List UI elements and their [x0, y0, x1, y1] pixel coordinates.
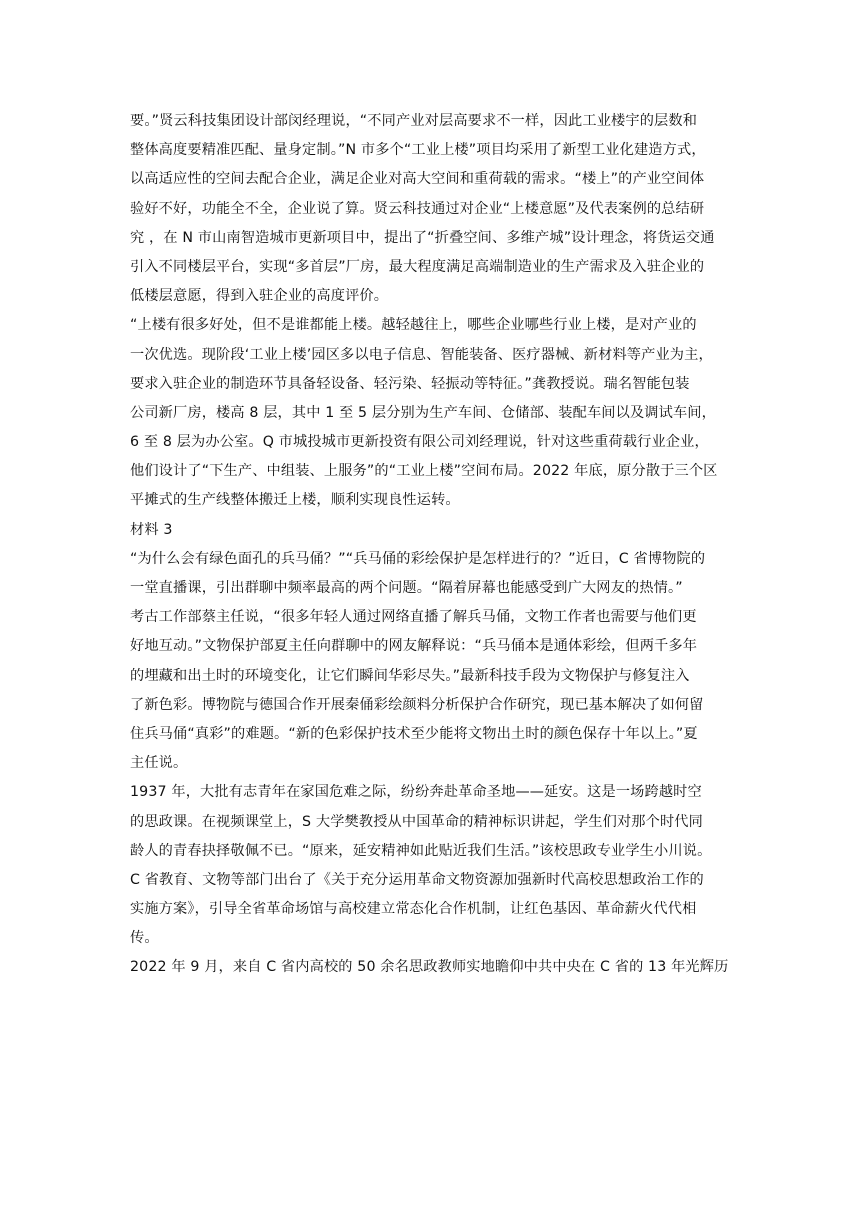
- text-line: 他们设计了“下生产、中组装、上服务”的“工业上楼”空间布局。2022 年底，原分散于三个区: [130, 463, 718, 480]
- text-line: 引入不同楼层平台，实现“多首层”厂房，最大程度满足高端制造业的生产需求及入驻企业的: [130, 258, 705, 275]
- text-line: 2022 年 9 月，来自 C 省内高校的 50 余名思政教师实地瞻仰中共中央在 C 省的 13 年光辉历: [130, 959, 729, 976]
- text-line: 1937 年，大批有志青年在家国危难之际，纷纷奔赴革命圣地——延安。这是一场跨越时空: [130, 784, 702, 801]
- section-heading: 材料 3: [130, 521, 173, 538]
- text-line: 考古工作部蔡主任说，“很多年轻人通过网络直播了解兵马俑，文物工作者也需要与他们更: [130, 609, 697, 626]
- text-line: 要。”贤云科技集团设计部闵经理说，“不同产业对层高要求不一样，因此工业楼宇的层数和: [130, 113, 698, 129]
- document-body: [130, 107, 780, 983]
- text-line: 6 至 8 层为办公室。Q 市城投城市更新投资有限公司刘经理说，针对这些重荷载行业企业，: [130, 434, 709, 451]
- text-line: 验好不好，功能全不全，企业说了算。贤云科技通过对企业“上楼意愿”及代表案例的总结研: [130, 200, 705, 217]
- text-line: 的思政课。在视频课堂上，S 大学樊教授从中国革命的精神标识讲起，学生们对那个时代同: [130, 813, 703, 830]
- text-line: 究 ，在 N 市山南智造城市更新项目中，提出了“折叠空间、多维产城”设计理念，将货运交通: [130, 229, 715, 246]
- text-line: 好地互动。”文物保护部夏主任向群聊中的网友解释说：“兵马俑本是通体彩绘，但两千多年: [130, 638, 698, 655]
- text-line: 龄人的青春抉择敬佩不已。“原来，延安精神如此贴近我们生活。”该校思政专业学生小川说。: [130, 842, 712, 859]
- text-line: 的埋藏和出土时的环境变化，让它们瞬间华彩尽失。”最新科技手段为文物保护与修复注入: [130, 667, 690, 684]
- text-line: 一次优选。现阶段‘工业上楼’园区多以电子信息、智能装备、医疗器械、新材料等产业为主，: [130, 346, 713, 363]
- text-line: 一堂直播课，引出群聊中频率最高的两个问题。“隔着屏幕也能感受到广大网友的热情。”: [130, 580, 683, 596]
- text-line: 低楼层意愿，得到入驻企业的高度评价。: [130, 288, 389, 305]
- text-line: 要求入驻企业的制造环节具备轻设备、轻污染、轻振动等特征。”龚教授说。瑞名智能包装: [130, 375, 690, 392]
- text-line: 住兵马俑“真彩”的难题。“新的色彩保护技术至少能将文物出土时的颜色保存十年以上。”夏: [130, 725, 698, 742]
- text-line: 以高适应性的空间去配合企业，满足企业对高大空间和重荷载的需求。“楼上”的产业空间体: [130, 171, 705, 188]
- text-line: 公司新厂房，楼高 8 层，其中 1 至 5 层分别为生产车间、仓储部、装配车间以及调试车间，: [130, 404, 716, 421]
- text-line: 平摊式的生产线整体搬迁上楼，顺利实现良性运转。: [130, 492, 460, 509]
- text-line: “上楼有很多好处，但不是谁都能上楼。越轻越往上，哪些企业哪些行业上楼，是对产业的: [130, 317, 697, 334]
- text-line: 实施方案》，引导全省革命场馆与高校建立常态化合作机制，让红色基因、革命薪火代代相: [130, 901, 697, 918]
- text-line: 了新色彩。博物院与德国合作开展秦俑彩绘颜料分析保护合作研究，现已基本解决了如何留: [130, 696, 704, 713]
- text-line: “为什么会有绿色面孔的兵马俑？”“兵马俑的彩绘保护是怎样进行的？”近日，C 省博物院的: [130, 550, 706, 567]
- text-line: C 省教育、文物等部门出台了《关于充分运用革命文物资源加强新时代高校思想政治工作的: [130, 871, 704, 888]
- text-line: 传。: [130, 930, 159, 947]
- text-line: 整体高度要精准匹配、量身定制。”N 市多个“工业上楼”项目均采用了新型工业化建造方式，: [130, 142, 706, 159]
- text-line: 主任说。: [130, 755, 188, 772]
